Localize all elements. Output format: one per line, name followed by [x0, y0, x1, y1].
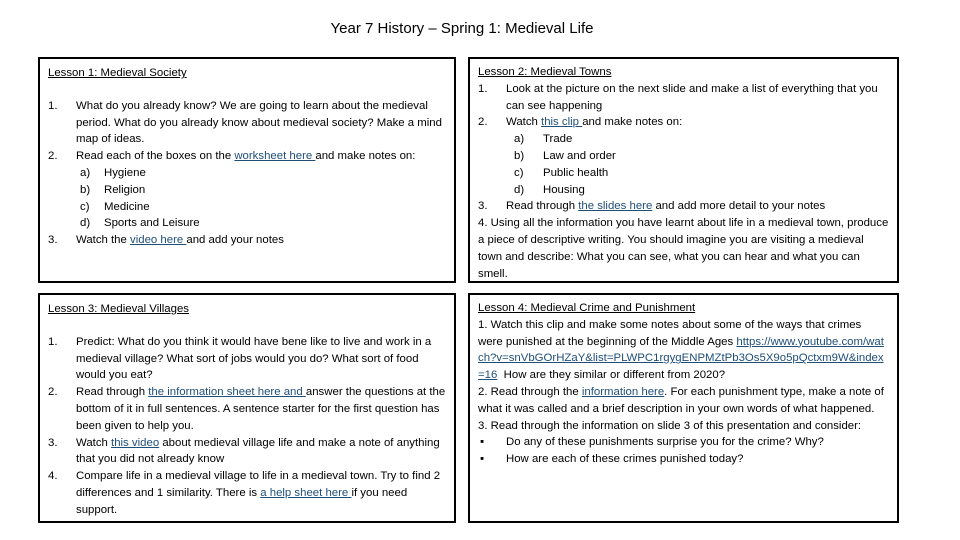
video-link[interactable]: video here	[130, 234, 187, 247]
bullet-icon: ▪	[480, 453, 485, 466]
item-text: Read through	[506, 200, 579, 213]
item-number: 1.	[48, 335, 58, 348]
item-text: and make notes on:	[315, 150, 416, 163]
item-text: 1. Watch this clip and make some notes about some of the ways that crimes were punished at the beginning of the Middle Ages	[478, 318, 862, 348]
bullet-item	[478, 434, 889, 451]
item-number: 3.	[478, 200, 488, 213]
sub-text: Public health	[543, 166, 609, 179]
sub-item	[48, 199, 446, 216]
item-text: Watch	[506, 116, 542, 129]
item-text: What do you already know? We are going to learn about the medieval period. What do you already know about medieval society? Make a mind map of ideas.	[76, 99, 442, 146]
list-item	[478, 198, 889, 215]
lesson-1-box	[38, 57, 456, 283]
list-item	[478, 81, 889, 115]
page-title: Year 7 History – Spring 1: Medieval Life	[330, 20, 594, 37]
sub-number: a)	[80, 166, 91, 179]
help-sheet-link[interactable]: a help sheet here	[260, 486, 352, 499]
item-number: 4.	[48, 470, 58, 483]
list-item	[48, 98, 446, 148]
item-number: 2.	[478, 116, 488, 129]
paragraph-1	[478, 317, 889, 384]
item-number: 1.	[48, 99, 58, 112]
village-video-link[interactable]: this video	[111, 436, 160, 449]
sub-text: Religion	[104, 183, 146, 196]
lesson-4-heading: Lesson 4: Medieval Crime and Punishment	[478, 302, 696, 314]
worksheet-link[interactable]: worksheet here	[234, 150, 316, 163]
sub-number: a)	[514, 133, 525, 146]
item-text: and add more detail to your notes	[652, 200, 826, 213]
item-text: Predict: What do you think it would have bene like to live and work in a medieval village? What sort of jobs would you do? What sort of food would you eat?	[76, 335, 432, 382]
bullet-text: How are each of these crimes punished today?	[506, 453, 744, 466]
item-4-text: 4. Using all the information you have learnt about life in a medieval town, produce a piece of descriptive writing. You should imagine you are visiting a medieval town and describe: What you can see, what you can hear and what you can smell.	[478, 217, 889, 280]
sub-number: b)	[514, 149, 525, 162]
sub-text: Medicine	[104, 200, 150, 213]
sub-number: c)	[80, 200, 90, 213]
sub-item	[478, 182, 889, 199]
list-item	[48, 232, 446, 249]
sub-number: c)	[514, 166, 524, 179]
item-text: Watch the	[76, 234, 131, 247]
item-number: 1.	[478, 82, 488, 95]
list-item	[48, 384, 446, 434]
list-item	[48, 148, 446, 165]
item-text: 2. Read through the	[478, 385, 582, 398]
list-item	[48, 435, 446, 469]
sub-text: Hygiene	[104, 166, 146, 179]
item-number: 2.	[48, 386, 58, 399]
item-text: Watch	[76, 436, 112, 449]
sub-text: Sports and Leisure	[104, 217, 200, 230]
item-text: . For each punishment type, make a note of what it was called and a brief description in your own words of what happened.	[478, 385, 884, 415]
item-text: and make notes on:	[582, 116, 683, 129]
information-sheet-link[interactable]: the information sheet here and	[148, 386, 306, 399]
bullet-icon: ▪	[480, 436, 485, 449]
item-text: How are they similar or different from 2020?	[497, 369, 726, 382]
clip-link[interactable]: this clip	[541, 116, 583, 129]
item-text: Read each of the boxes on the	[76, 150, 235, 163]
information-link[interactable]: information here	[581, 385, 665, 398]
item-text: if you need support.	[76, 486, 408, 516]
lesson-3-box	[38, 293, 456, 523]
item-text: Compare life in a medieval village to life in a medieval town. Try to find 2 differences and 1 similarity. There is	[76, 470, 441, 499]
item-text: Read through	[76, 386, 149, 399]
sub-text: Law and order	[543, 149, 616, 162]
slides-link[interactable]: the slides here	[578, 200, 653, 213]
sub-number: d)	[514, 183, 525, 196]
item-text: Look at the picture on the next slide and make a list of everything that you can see happening	[506, 82, 878, 112]
item-number: 3.	[48, 234, 58, 247]
item-text: and add your notes	[186, 234, 284, 247]
youtube-link[interactable]: https://www.youtube.com/watch?v=snVbGOrHZaY&list=PLWPC1rgygENPMZtPb3Os5X9o5pQctxm9W&index=16	[478, 335, 884, 382]
paragraph-3: 3. Read through the information on slide 3 of this presentation and consider:	[478, 419, 862, 432]
list-item	[478, 114, 889, 131]
sub-item	[478, 148, 889, 165]
lesson-4-box	[468, 293, 899, 523]
bullet-text: Do any of these punishments surprise you for the crime? Why?	[506, 436, 824, 449]
sub-number: d)	[80, 217, 91, 230]
item-number: 2.	[48, 150, 58, 163]
item-text: answer the questions at the bottom of it in full sentences. A sentence starter for the first question has been given to help you.	[76, 386, 446, 432]
sub-item	[48, 182, 446, 199]
sub-item	[478, 165, 889, 182]
item-text: about medieval village life and make a note of anything that you did not already know	[76, 436, 440, 466]
paragraph-2	[478, 384, 889, 418]
item-number: 3.	[48, 436, 58, 449]
lesson-2-heading: Lesson 2: Medieval Towns	[478, 66, 612, 78]
sub-text: Trade	[543, 133, 573, 146]
list-item	[48, 334, 446, 384]
bullet-item	[478, 451, 889, 468]
lesson-1-heading: Lesson 1: Medieval Society	[48, 67, 187, 79]
lesson-3-heading: Lesson 3: Medieval Villages	[48, 303, 189, 315]
sub-item	[48, 165, 446, 182]
sub-number: b)	[80, 183, 91, 196]
lesson-2-box	[468, 57, 899, 283]
sub-item	[478, 131, 889, 148]
list-item	[48, 468, 446, 518]
sub-item	[48, 215, 446, 232]
sub-text: Housing	[543, 183, 585, 196]
